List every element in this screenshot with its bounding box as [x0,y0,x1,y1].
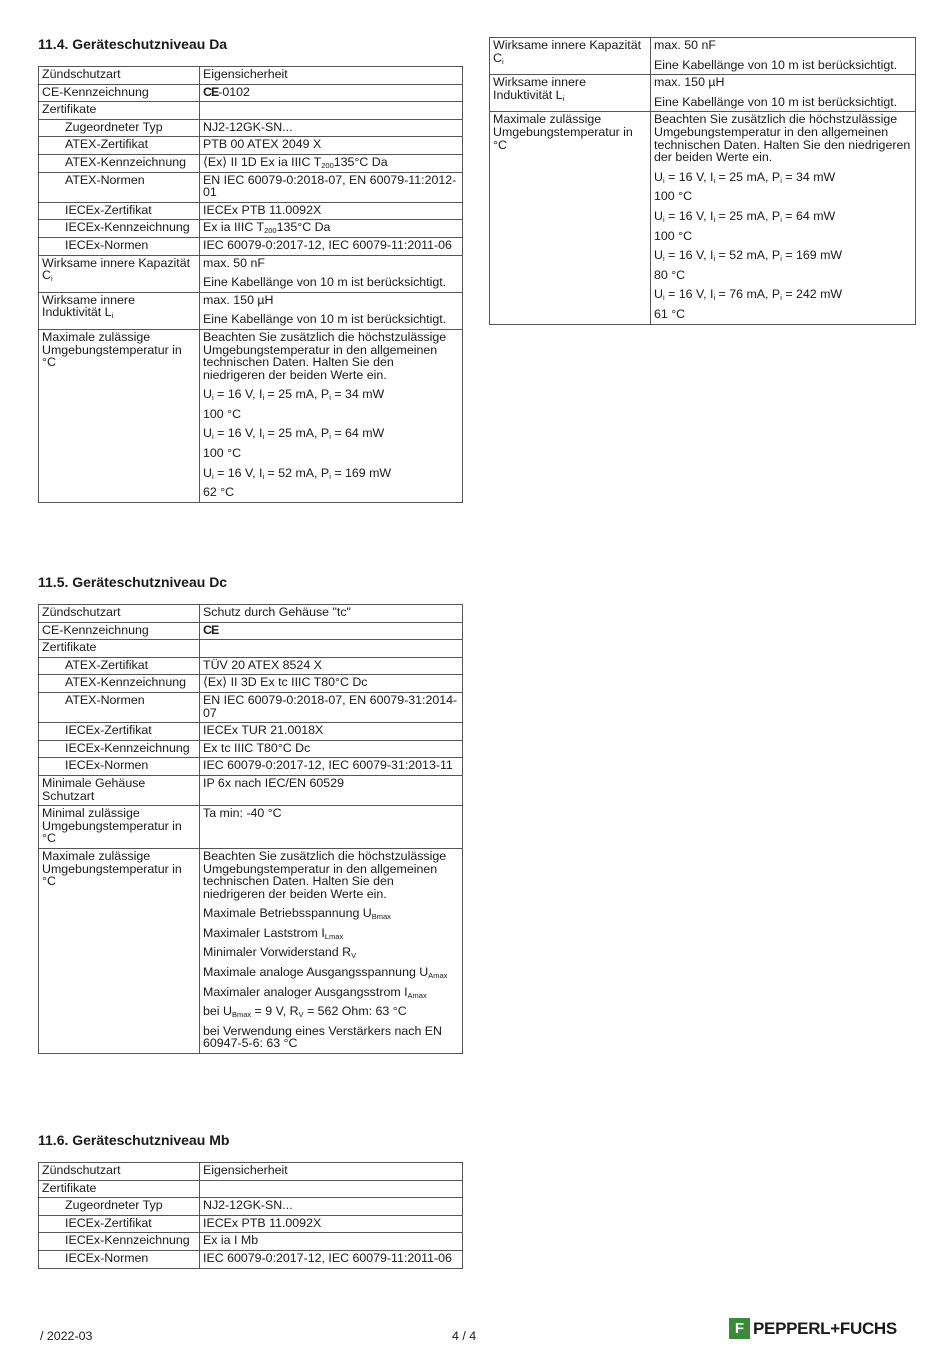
value-line: Eine Kabellänge von 10 m ist berücksichtigt. [203,275,447,290]
row-label: Zugeordneter Typ [39,119,200,137]
value-line: Maximaler Laststrom $I_{Lmax}$ [203,925,344,941]
value-line: 62 °C [203,485,235,500]
row-label: Zündschutzart [39,1163,200,1181]
value-line: max. 50 nF [203,255,265,270]
table-row [39,84,463,102]
row-label: Wirksame innere Kapazität $C_i$ [490,38,651,75]
value-line: EN IEC 60079-0:2018-07, EN 60079-11:2012-01 [203,172,457,200]
row-label: Zündschutzart [39,605,200,623]
row-label: CE-Kennzeichnung [39,622,200,640]
footer-page-number: 4 / 4 [452,1329,477,1343]
row-label: IECEx-Kennzeichnung [39,220,200,238]
value-line: Beachten Sie zusätzlich die höchstzulässige Umgebungstemperatur in den allgemeinen technischen Daten. Halten Sie den niedrigeren der beiden Werte ein. [654,112,911,165]
value-line: 80 °C [654,267,686,282]
row-label: IECEx-Zertifikat [39,723,200,741]
table-row [39,172,463,202]
row-value [200,137,463,155]
table-row [39,220,463,238]
value-line: $U_i = 16$ V, $I_i = 25$ mA, $P_i = 34$ mW [203,387,385,403]
row-label: IECEx-Zertifikat [39,1215,200,1233]
row-label: Wirksame innere Kapazität $C_i$ [39,255,200,292]
value-line: Maximaler analoger Ausgangsstrom $I_{Amax}$ [203,984,427,1000]
value-line: $U_i = 16$ V, $I_i = 25$ mA, $P_i = 64$ mW [654,208,836,224]
table-row [39,848,463,1053]
row-label: Maximale zulässige Umgebungstemperatur in °C [490,112,651,324]
row-label: Minimale Gehäuse Schutzart [39,775,200,805]
table-da [38,66,463,503]
value-line: TÜV 20 ATEX 8524 X [203,657,322,672]
row-value [200,605,463,623]
row-value [200,67,463,85]
row-label: ATEX-Kennzeichnung [39,675,200,693]
row-value [200,1180,463,1198]
value-line: Eigensicherheit [203,1163,288,1177]
row-value [200,102,463,120]
table-row [39,740,463,758]
row-value [200,292,463,329]
row-label: IECEx-Zertifikat [39,202,200,220]
table-row [490,75,916,112]
value-line: ⟨Ex⟩ II 1D Ex ia IIIC $T_{200}135^\circ C$ Da [203,154,388,170]
table-row [39,255,463,292]
row-value [651,75,916,112]
row-label: ATEX-Kennzeichnung [39,154,200,172]
table-row [39,775,463,805]
value-line: Eine Kabellänge von 10 m ist berücksichtigt. [203,312,447,327]
table-row [39,202,463,220]
row-value [200,740,463,758]
row-value [200,172,463,202]
value-line: IECEx TUR 21.0018X [203,723,324,738]
table-row [39,723,463,741]
table-row [490,112,916,324]
table-row [39,137,463,155]
value-line: IECEx PTB 11.0092X [203,202,322,217]
row-label: ATEX-Zertifikat [39,137,200,155]
table-mb [38,1162,463,1269]
row-label: Zertifikate [39,640,200,658]
table-row [39,119,463,137]
value-line [203,103,459,116]
row-label: CE-Kennzeichnung [39,84,200,102]
table-row [39,1233,463,1251]
row-label: ATEX-Normen [39,172,200,202]
value-line: bei Verwendung eines Verstärkers nach EN 60947-5-6: 63 °C [203,1023,443,1051]
value-line: $U_i = 16$ V, $I_i = 76$ mA, $P_i = 242$ mW [654,287,843,303]
value-line: CE [203,622,219,637]
value-line: Ex ia IIIC $T_{200}135^\circ C$ Da [203,220,331,236]
value-line: $U_i = 16$ V, $I_i = 25$ mA, $P_i = 64$ mW [203,426,385,442]
table-row [39,1198,463,1216]
table-row [39,329,463,502]
row-value [200,640,463,658]
row-label: Zertifikate [39,1180,200,1198]
value-line: Eigensicherheit [203,67,288,81]
table-row [39,1250,463,1268]
row-value [200,1198,463,1216]
table-row [39,154,463,172]
row-label: Minimal zulässige Umgebungstemperatur in °C [39,806,200,849]
table-row [39,1215,463,1233]
value-line [203,1182,459,1195]
row-label: Wirksame innere Induktivität $L_i$ [490,75,651,112]
value-line: Eine Kabellänge von 10 m ist berücksichtigt. [654,57,898,72]
value-line: $U_i = 16$ V, $I_i = 52$ mA, $P_i = 169$ mW [654,248,843,264]
table-row [39,692,463,722]
row-label: Maximale zulässige Umgebungstemperatur in °C [39,848,200,1053]
table-row [490,38,916,75]
value-line: IEC 60079-0:2017-12, IEC 60079-11:2011-06 [203,237,452,252]
row-value [200,723,463,741]
row-value [200,1233,463,1251]
row-value [200,220,463,238]
table-row [39,622,463,640]
row-label: Zündschutzart [39,67,200,85]
row-value [200,329,463,502]
value-line: max. 50 nF [654,38,716,52]
value-line: EN IEC 60079-0:2018-07, EN 60079-31:2014-07 [203,692,458,720]
value-line: Maximale Betriebsspannung $U_{Bmax}$ [203,906,391,922]
value-line: Maximale analoge Ausgangsspannung $U_{Amax}$ [203,965,448,981]
row-value [200,622,463,640]
value-line: 100 °C [203,406,242,421]
row-label: Maximale zulässige Umgebungstemperatur in °C [39,329,200,502]
logo-mark-icon: F [729,1318,750,1339]
row-value [200,84,463,102]
row-value [651,112,916,324]
row-label: IECEx-Normen [39,1250,200,1268]
row-label: IECEx-Kennzeichnung [39,740,200,758]
table-right [489,37,916,325]
value-line: $U_i = 16$ V, $I_i = 25$ mA, $P_i = 34$ mW [654,169,836,185]
value-line: $U_i = 16$ V, $I_i = 52$ mA, $P_i = 169$ mW [203,465,392,481]
logo-text: PEPPERL+FUCHS [753,1318,897,1338]
value-line: Ex ia I Mb [203,1233,259,1248]
section-mb-title: 11.6. Geräteschutzniveau Mb [38,1132,230,1148]
table-row [39,292,463,329]
row-value [200,1163,463,1181]
brand-logo [729,1318,897,1339]
row-value [200,758,463,776]
value-line: Beachten Sie zusätzlich die höchstzulässige Umgebungstemperatur in den allgemeinen technischen Daten. Halten Sie den niedrigeren der beiden Werte ein. [203,329,447,382]
value-line [203,641,459,654]
row-value [200,692,463,722]
value-line: Beachten Sie zusätzlich die höchstzulässige Umgebungstemperatur in den allgemeinen technischen Daten. Halten Sie den niedrigeren der beiden Werte ein. [203,848,447,901]
row-label: IECEx-Normen [39,758,200,776]
value-line: ⟨Ex⟩ II 3D Ex tc IIIC T80°C Dc [203,675,368,690]
value-line: bei $U_{Bmax} = 9$ V, $R_V = 562$ Ohm: 63 °C [203,1004,407,1020]
value-line: Ex tc IIIC T80°C Dc [203,740,311,755]
value-line: Minimaler Vorwiderstand $R_V$ [203,945,357,961]
value-line: IEC 60079-0:2017-12, IEC 60079-31:2013-11 [203,758,453,773]
value-line: 100 °C [654,228,693,243]
value-line: max. 150 µH [203,292,274,307]
table-row [39,67,463,85]
table-row [39,657,463,675]
row-value [200,1250,463,1268]
value-line: CE-0102 [203,84,250,99]
row-label: IECEx-Kennzeichnung [39,1233,200,1251]
table-row [39,806,463,849]
row-label: Wirksame innere Induktivität $L_i$ [39,292,200,329]
table-row [39,640,463,658]
row-label: ATEX-Normen [39,692,200,722]
row-label: IECEx-Normen [39,237,200,255]
row-value [200,657,463,675]
value-line: max. 150 µH [654,75,725,90]
table-row [39,237,463,255]
value-line: Eine Kabellänge von 10 m ist berücksichtigt. [654,94,898,109]
row-value [200,237,463,255]
table-row [39,758,463,776]
value-line: NJ2-12GK-SN... [203,1198,293,1213]
value-line: 61 °C [654,306,686,321]
row-label: Zugeordneter Typ [39,1198,200,1216]
value-line: IP 6x nach IEC/EN 60529 [203,775,344,790]
table-row [39,605,463,623]
value-line: IEC 60079-0:2017-12, IEC 60079-11:2011-06 [203,1250,452,1265]
row-value [200,154,463,172]
value-line: IECEx PTB 11.0092X [203,1215,322,1230]
section-da-title: 11.4. Geräteschutzniveau Da [38,36,228,52]
row-value [200,255,463,292]
value-line: Schutz durch Gehäuse "tc" [203,605,351,619]
table-row [39,1180,463,1198]
section-dc-title: 11.5. Geräteschutzniveau Dc [38,574,228,590]
row-value [200,675,463,693]
table-dc [38,604,463,1054]
row-value [200,848,463,1053]
value-line: 100 °C [203,446,242,461]
value-line: Ta min: -40 °C [203,806,282,821]
value-line: NJ2-12GK-SN... [203,119,293,134]
row-label: Zertifikate [39,102,200,120]
footer-date: / 2022-03 [40,1329,93,1343]
table-row [39,1163,463,1181]
value-line: 100 °C [654,189,693,204]
row-label: ATEX-Zertifikat [39,657,200,675]
row-value [651,38,916,75]
row-value [200,119,463,137]
row-value [200,806,463,849]
value-line: PTB 00 ATEX 2049 X [203,137,322,152]
row-value [200,202,463,220]
row-value [200,775,463,805]
table-row [39,102,463,120]
row-value [200,1215,463,1233]
table-row [39,675,463,693]
